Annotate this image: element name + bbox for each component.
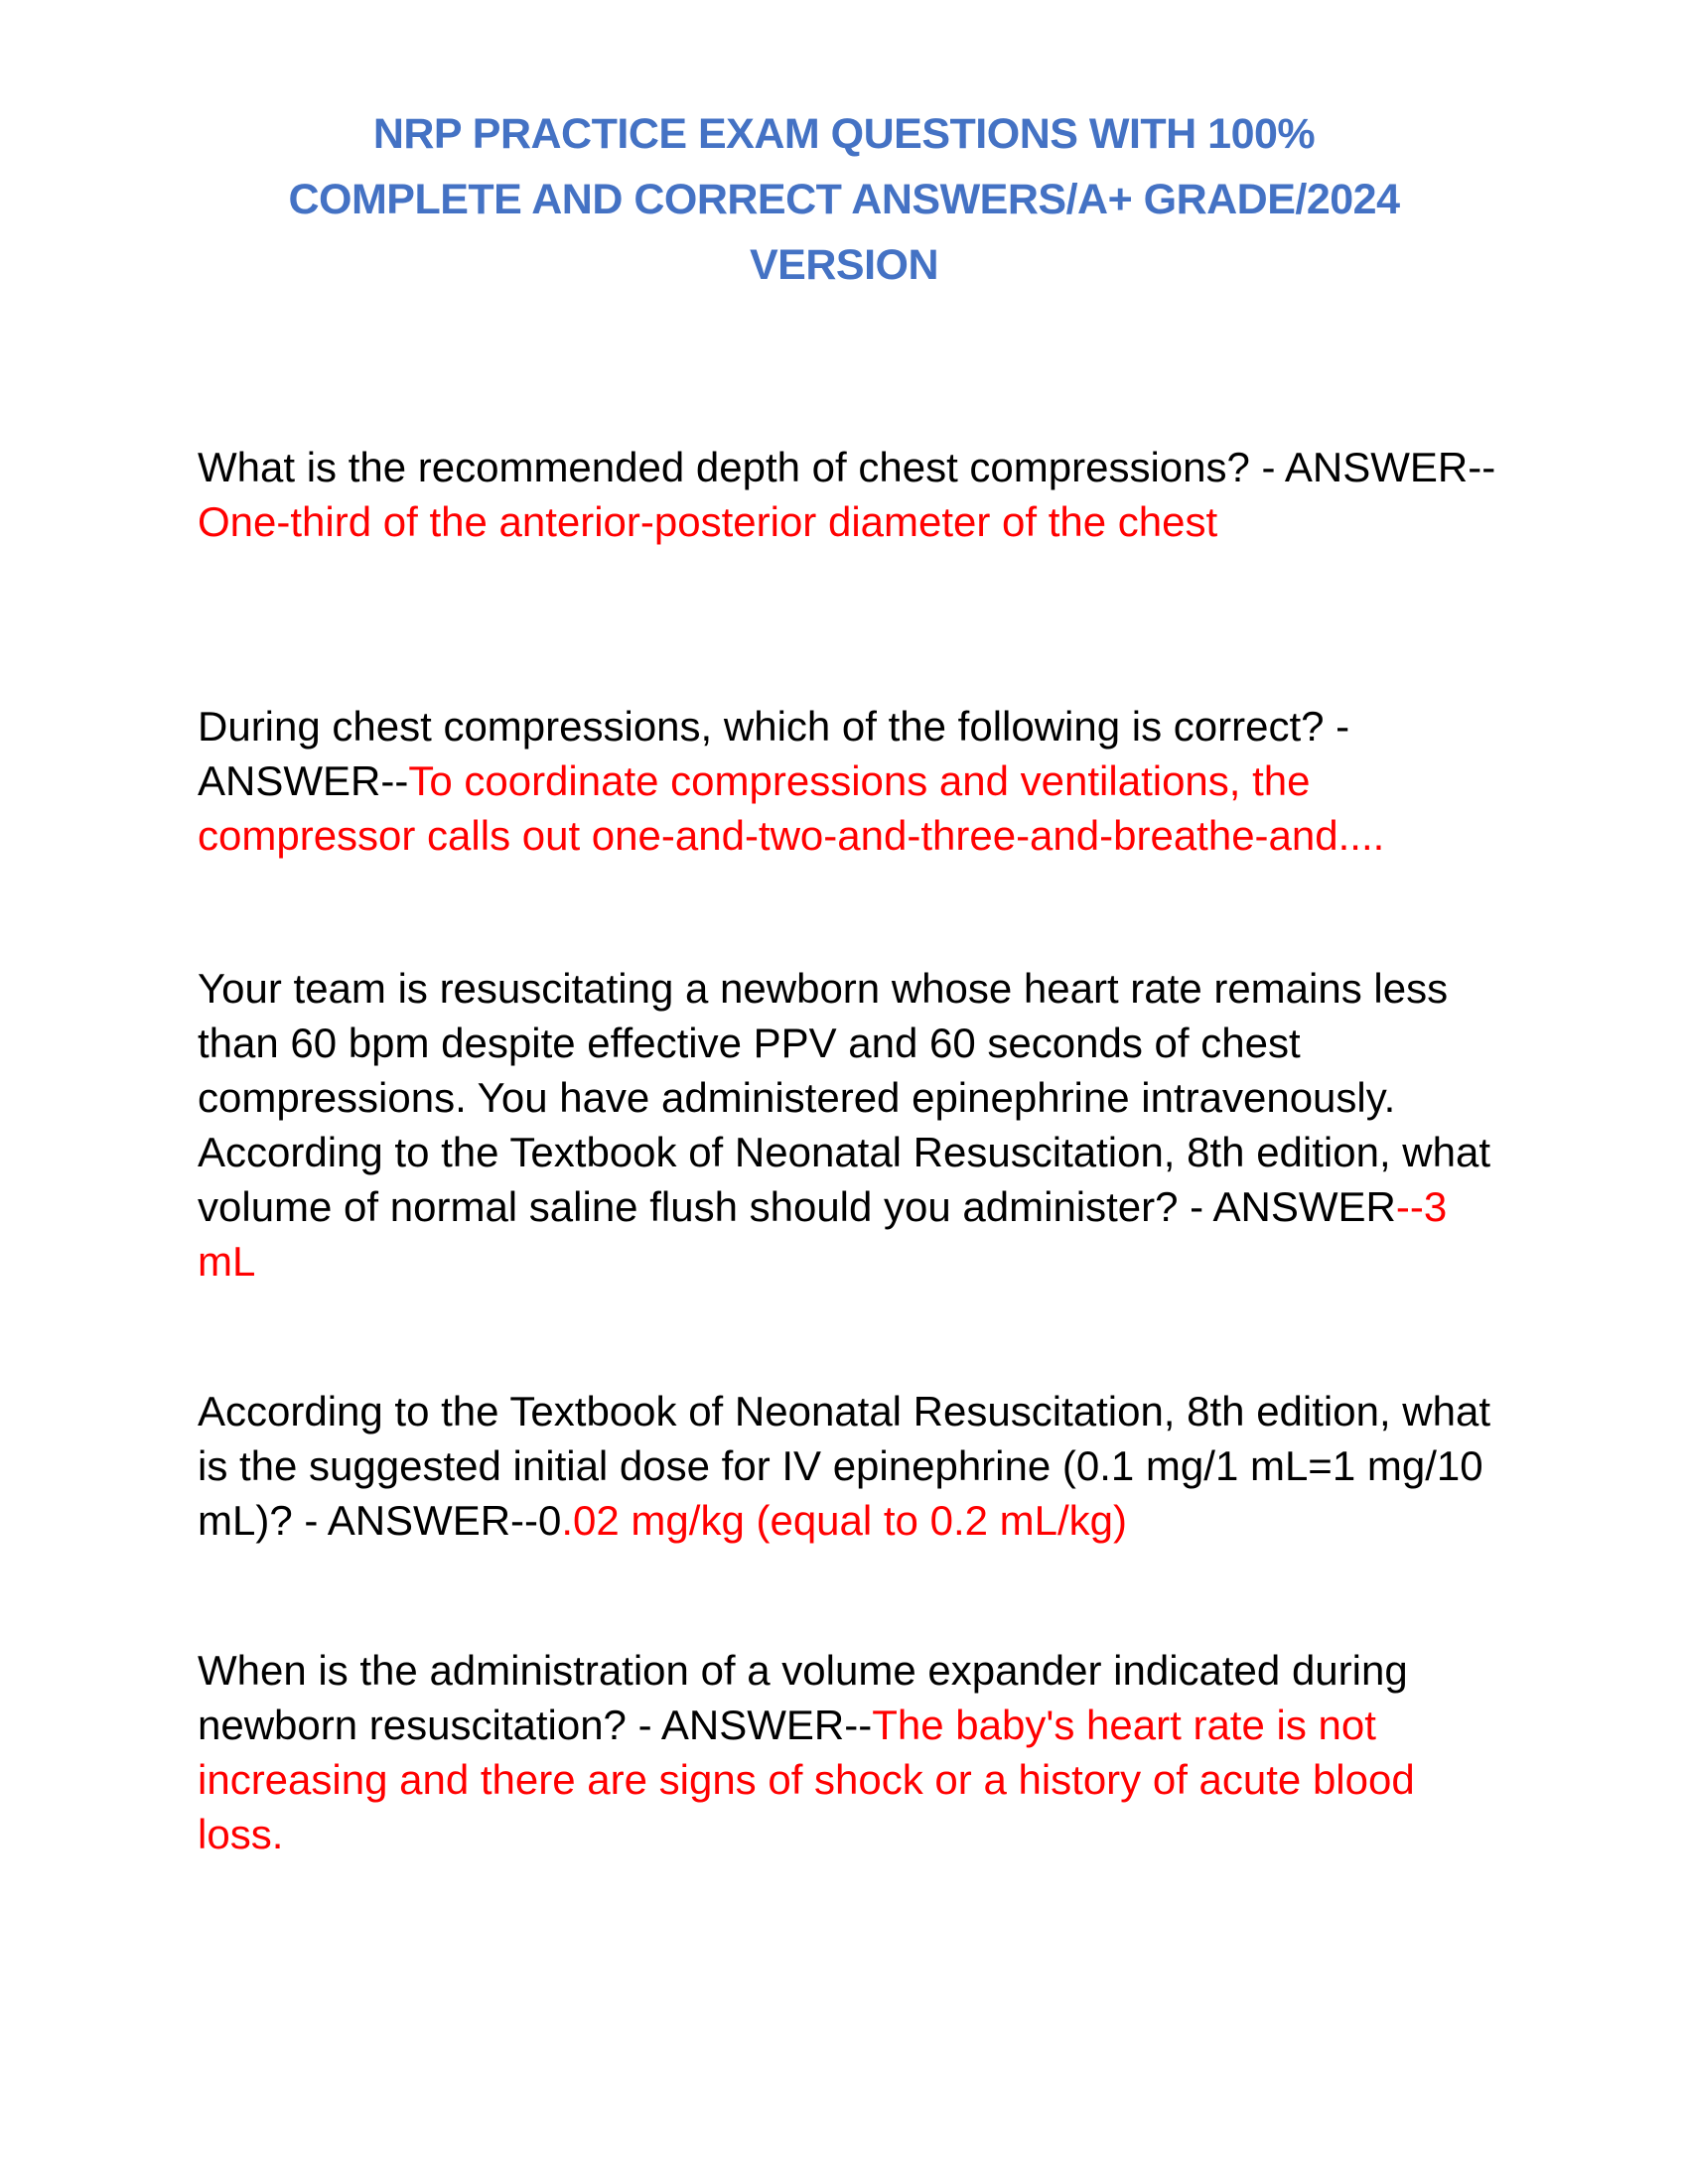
qa-item-3 [198, 961, 1508, 1289]
question-text: Your team is resuscitating a newborn whose heart rate remains less than 60 bpm despite effective PPV and 60 seconds of chest compressions. You have administered epinephrine intravenously. According to the Textbook of Neonatal Resuscitation, 8th edition, what volume of normal saline flush should you administer? - ANSWER [198, 965, 1491, 1230]
question-text: According to the Textbook of Neonatal Resuscitation, 8th edition, what is the suggested initial dose for IV epinephrine (0.1 mg/1 mL=1 mg/10 mL)? - ANSWER--0 [198, 1388, 1491, 1544]
question-text: During chest compressions, which of the following is correct? - ANSWER-- [198, 703, 1350, 804]
answer-text: --3 mL [198, 1183, 1448, 1285]
answer-text: One-third of the anterior-posterior diameter of the chest [198, 498, 1218, 545]
title-line-2: COMPLETE AND CORRECT ANSWERS/A+ GRADE/2024 [288, 176, 1400, 223]
document-title [0, 101, 1688, 298]
answer-text: The baby's heart rate is not increasing and there are signs of shock or a history of acute blood loss. [198, 1702, 1415, 1857]
qa-item-5 [198, 1643, 1508, 1861]
qa-item-1 [198, 440, 1508, 549]
qa-item-4 [198, 1384, 1508, 1548]
question-text: What is the recommended depth of chest compressions? - ANSWER-- [198, 444, 1496, 490]
answer-text: .02 mg/kg (equal to 0.2 mL/kg) [561, 1497, 1127, 1544]
title-line-1: NRP PRACTICE EXAM QUESTIONS WITH 100% [372, 110, 1316, 158]
question-text: When is the administration of a volume expander indicated during newborn resuscitation? - ANSWER-- [198, 1647, 1408, 1748]
title-line-3: VERSION [749, 241, 939, 289]
qa-item-2 [198, 699, 1508, 863]
answer-text: To coordinate compressions and ventilations, the compressor calls out one-and-two-and-three-and-breathe-and.... [198, 757, 1385, 859]
